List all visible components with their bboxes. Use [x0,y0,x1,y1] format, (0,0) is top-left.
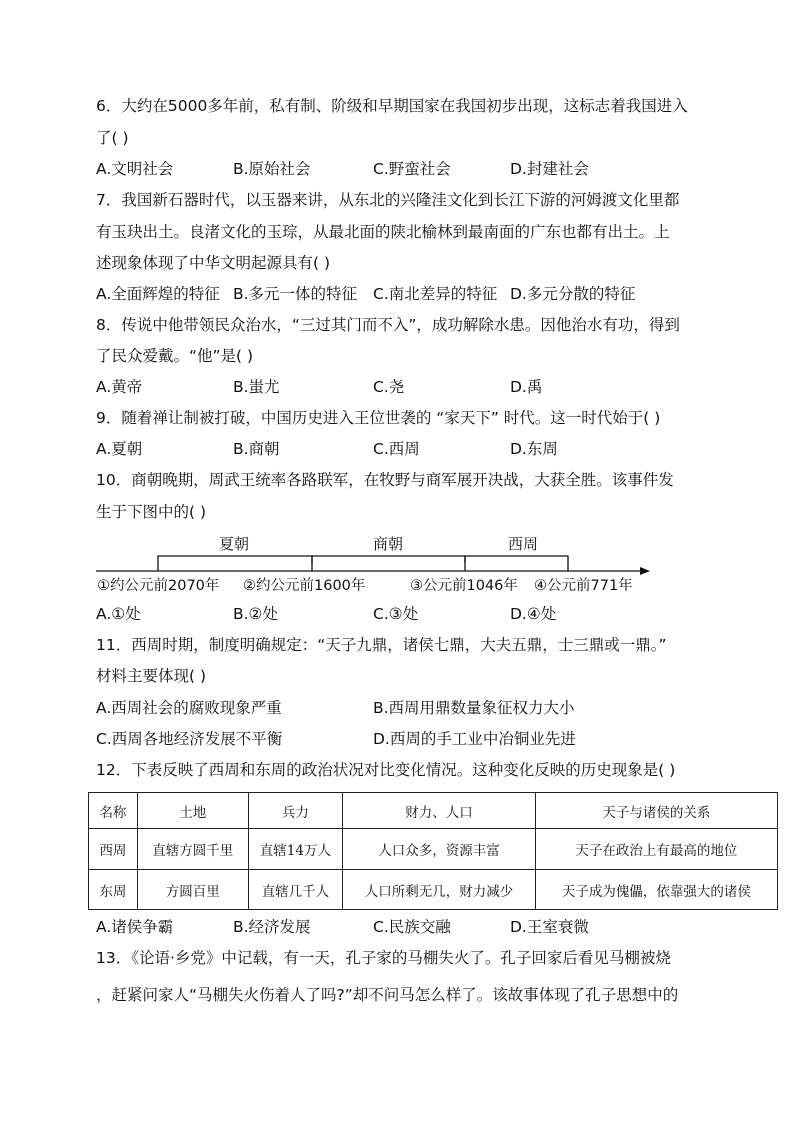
timeline-era-shang: 商朝 [373,535,404,553]
table-header-cell: 名称 [89,793,138,829]
q6-option-d: D.封建社会 [510,160,589,178]
q13-stem-line2: ，赶紧问家人“马棚失火伤着人了吗?”却不问马怎么样了。该故事体现了孔子思想中的 [96,986,679,1004]
table-cell: 人口所剩无几，财力减少 [343,870,535,910]
q10-stem-line1: 10．商朝晚期，周武王统率各路联军，在牧野与商军展开决战，大获全胜。该事件发 [96,471,674,489]
q7-option-b: B.多元一体的特征 [233,285,358,303]
timeline-point-2: ②约公元前1600年 [243,578,366,594]
table-header-row [89,793,778,829]
table-header-cell: 财力、人口 [343,793,535,829]
table-row [89,870,778,910]
table-header-cell: 兵力 [248,793,343,829]
timeline-point-4: ④公元前771年 [534,578,633,594]
q12-option-d: D.王室衰微 [510,918,589,936]
q11-stem-line2: 材料主要体现( ) [96,667,207,685]
q11-option-c: C.西周各地经济发展不平衡 [96,730,283,748]
table-cell: 人口众多，资源丰富 [343,829,535,870]
q12-option-b: B.经济发展 [233,918,311,936]
table-cell: 方圆百里 [137,870,248,910]
q10-option-c: C.③处 [373,605,419,623]
q11-option-b: B.西周用鼎数量象征权力大小 [373,699,575,717]
table-cell: 直辖方圆千里 [137,829,248,870]
q8-option-d: D.禹 [510,378,543,396]
q12-option-c: C.民族交融 [373,918,451,936]
q6-stem-line1: 6．大约在5000多年前，私有制、阶级和早期国家在我国初步出现，这标志着我国进入 [96,97,688,115]
q11-option-d: D.西周的手工业中冶铜业先进 [373,730,576,748]
q9-option-c: C.西周 [373,440,420,458]
q11-option-a: A.西周社会的腐败现象严重 [96,699,282,717]
table-row [89,829,778,870]
q8-option-b: B.蚩尤 [233,378,280,396]
table-header-cell: 土地 [137,793,248,829]
q6-option-b: B.原始社会 [233,160,311,178]
q8-option-c: C.尧 [373,378,405,396]
timeline-point-1: ①约公元前2070年 [97,578,220,594]
q13-stem-line1: 13．《论语·乡党》中记载，有一天，孔子家的马棚失火了。孔子回家后看见马棚被烧 [96,949,671,967]
q10-option-d: D.④处 [510,605,557,623]
timeline-era-xia: 夏朝 [219,535,250,553]
q7-option-a: A.全面辉煌的特征 [96,285,220,303]
q7-option-c: C.南北差异的特征 [373,285,498,303]
q8-stem-line2: 了民众爱戴。“他”是( ) [96,347,254,365]
q7-stem-line3: 述现象体现了中华文明起源具有( ) [96,254,331,272]
table-cell: 东周 [89,870,138,910]
q12-option-a: A.诸侯争霸 [96,918,174,936]
table-cell: 天子成为傀儡，依靠强大的诸侯 [535,870,777,910]
table-cell: 西周 [89,829,138,870]
q10-option-a: A.①处 [96,605,141,623]
q11-stem-line1: 11．西周时期，制度明确规定：“天子九鼎，诸侯七鼎，大夫五鼎，士三鼎或一鼎。” [96,636,667,654]
q9-option-d: D.东周 [510,440,558,458]
q9-option-a: A.夏朝 [96,440,143,458]
timeline-era-xizhou: 西周 [508,535,539,553]
q8-option-a: A.黄帝 [96,378,143,396]
q8-stem-line1: 8．传说中他带领民众治水，“三过其门而不入”，成功解除水患。因他治水有功，得到 [96,316,680,334]
q7-stem-line2: 有玉玦出土。良渚文化的玉琮，从最北面的陕北榆林到最南面的广东也都有出土。上 [96,223,670,241]
q12-stem-line1: 12．下表反映了西周和东周的政治状况对比变化情况。这种变化反映的历史现象是( ) [96,761,676,779]
comparison-table [88,792,778,910]
q6-option-c: C.野蛮社会 [373,160,451,178]
table-cell: 直辖几千人 [248,870,343,910]
table-cell: 天子在政治上有最高的地位 [535,829,777,870]
q6-option-a: A.文明社会 [96,160,174,178]
q9-option-b: B.商朝 [233,440,280,458]
q7-option-d: D.多元分散的特征 [510,285,636,303]
timeline-point-3: ③公元前1046年 [410,578,518,594]
table-header-cell: 天子与诸侯的关系 [535,793,777,829]
q10-stem-line2: 生于下图中的( ) [96,503,207,521]
table-cell: 直辖14万人 [248,829,343,870]
q10-option-b: B.②处 [233,605,278,623]
q9-stem-line1: 9．随着禅让制被打破，中国历史进入王位世袭的 “家天下” 时代。这一时代始于( ) [96,409,661,427]
q6-stem-line2: 了( ) [96,129,129,147]
q7-stem-line1: 7．我国新石器时代，以玉器来讲，从东北的兴隆洼文化到长江下游的河姆渡文化里都 [96,191,680,209]
